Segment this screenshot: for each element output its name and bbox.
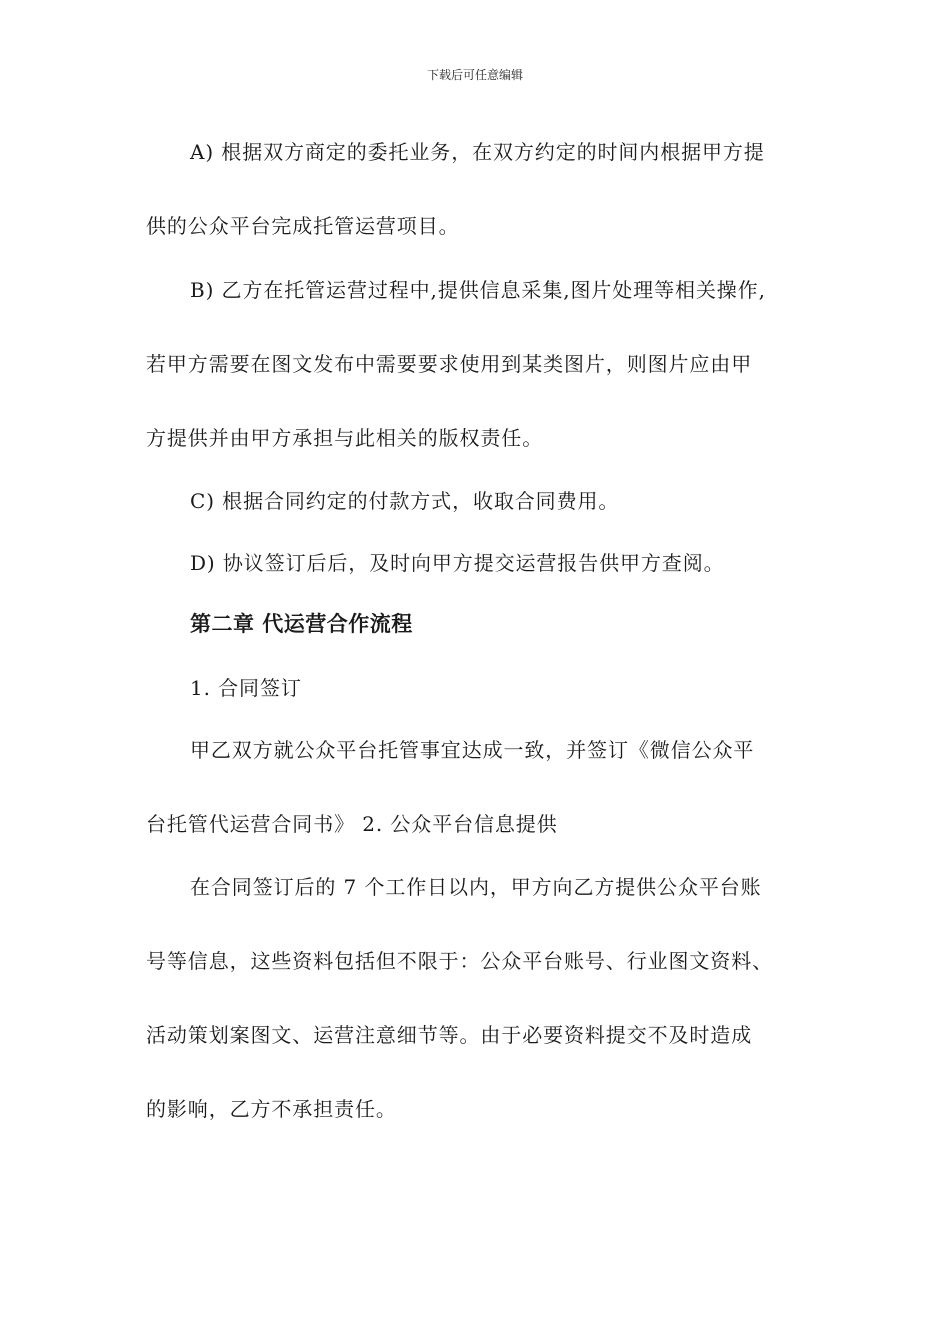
- paragraph-b-line-2: 若甲方需要在图文发布中需要要求使用到某类图片，则图片应由甲: [146, 352, 753, 376]
- paragraph-d: D) 协议签订后后，及时向甲方提交运营报告供甲方查阅。: [190, 551, 725, 575]
- section-2-line-4: 的影响，乙方不承担责任。: [146, 1097, 397, 1121]
- page-header: 下载后可任意编辑: [426, 68, 523, 82]
- section-1-line-1: 甲乙双方就公众平台托管事宜达成一致，并签订《微信公众平: [190, 738, 755, 762]
- section-2-line-1: 在合同签订后的 7 个工作日以内，甲方向乙方提供公众平台账: [190, 875, 762, 899]
- section-1-title: 1. 合同签订: [190, 676, 302, 700]
- paragraph-b-line-1: B) 乙方在托管运营过程中,提供信息采集,图片处理等相关操作,: [190, 278, 766, 302]
- section-2-line-2: 号等信息，这些资料包括但不限于：公众平台账号、行业图文资料、: [146, 949, 773, 973]
- section-1-line-2: 台托管代运营合同书》 2. 公众平台信息提供: [146, 812, 558, 836]
- paragraph-a-line-1: A) 根据双方商定的委托业务，在双方约定的时间内根据甲方提: [190, 140, 765, 164]
- paragraph-a-line-2: 供的公众平台完成托管运营项目。: [146, 214, 460, 238]
- paragraph-c: C) 根据合同约定的付款方式，收取合同费用。: [190, 489, 620, 513]
- paragraph-b-line-3: 方提供并由甲方承担与此相关的版权责任。: [146, 426, 544, 450]
- chapter-heading: 第二章 代运营合作流程: [190, 612, 413, 636]
- section-2-line-3: 活动策划案图文、运营注意细节等。由于必要资料提交不及时造成: [146, 1023, 753, 1047]
